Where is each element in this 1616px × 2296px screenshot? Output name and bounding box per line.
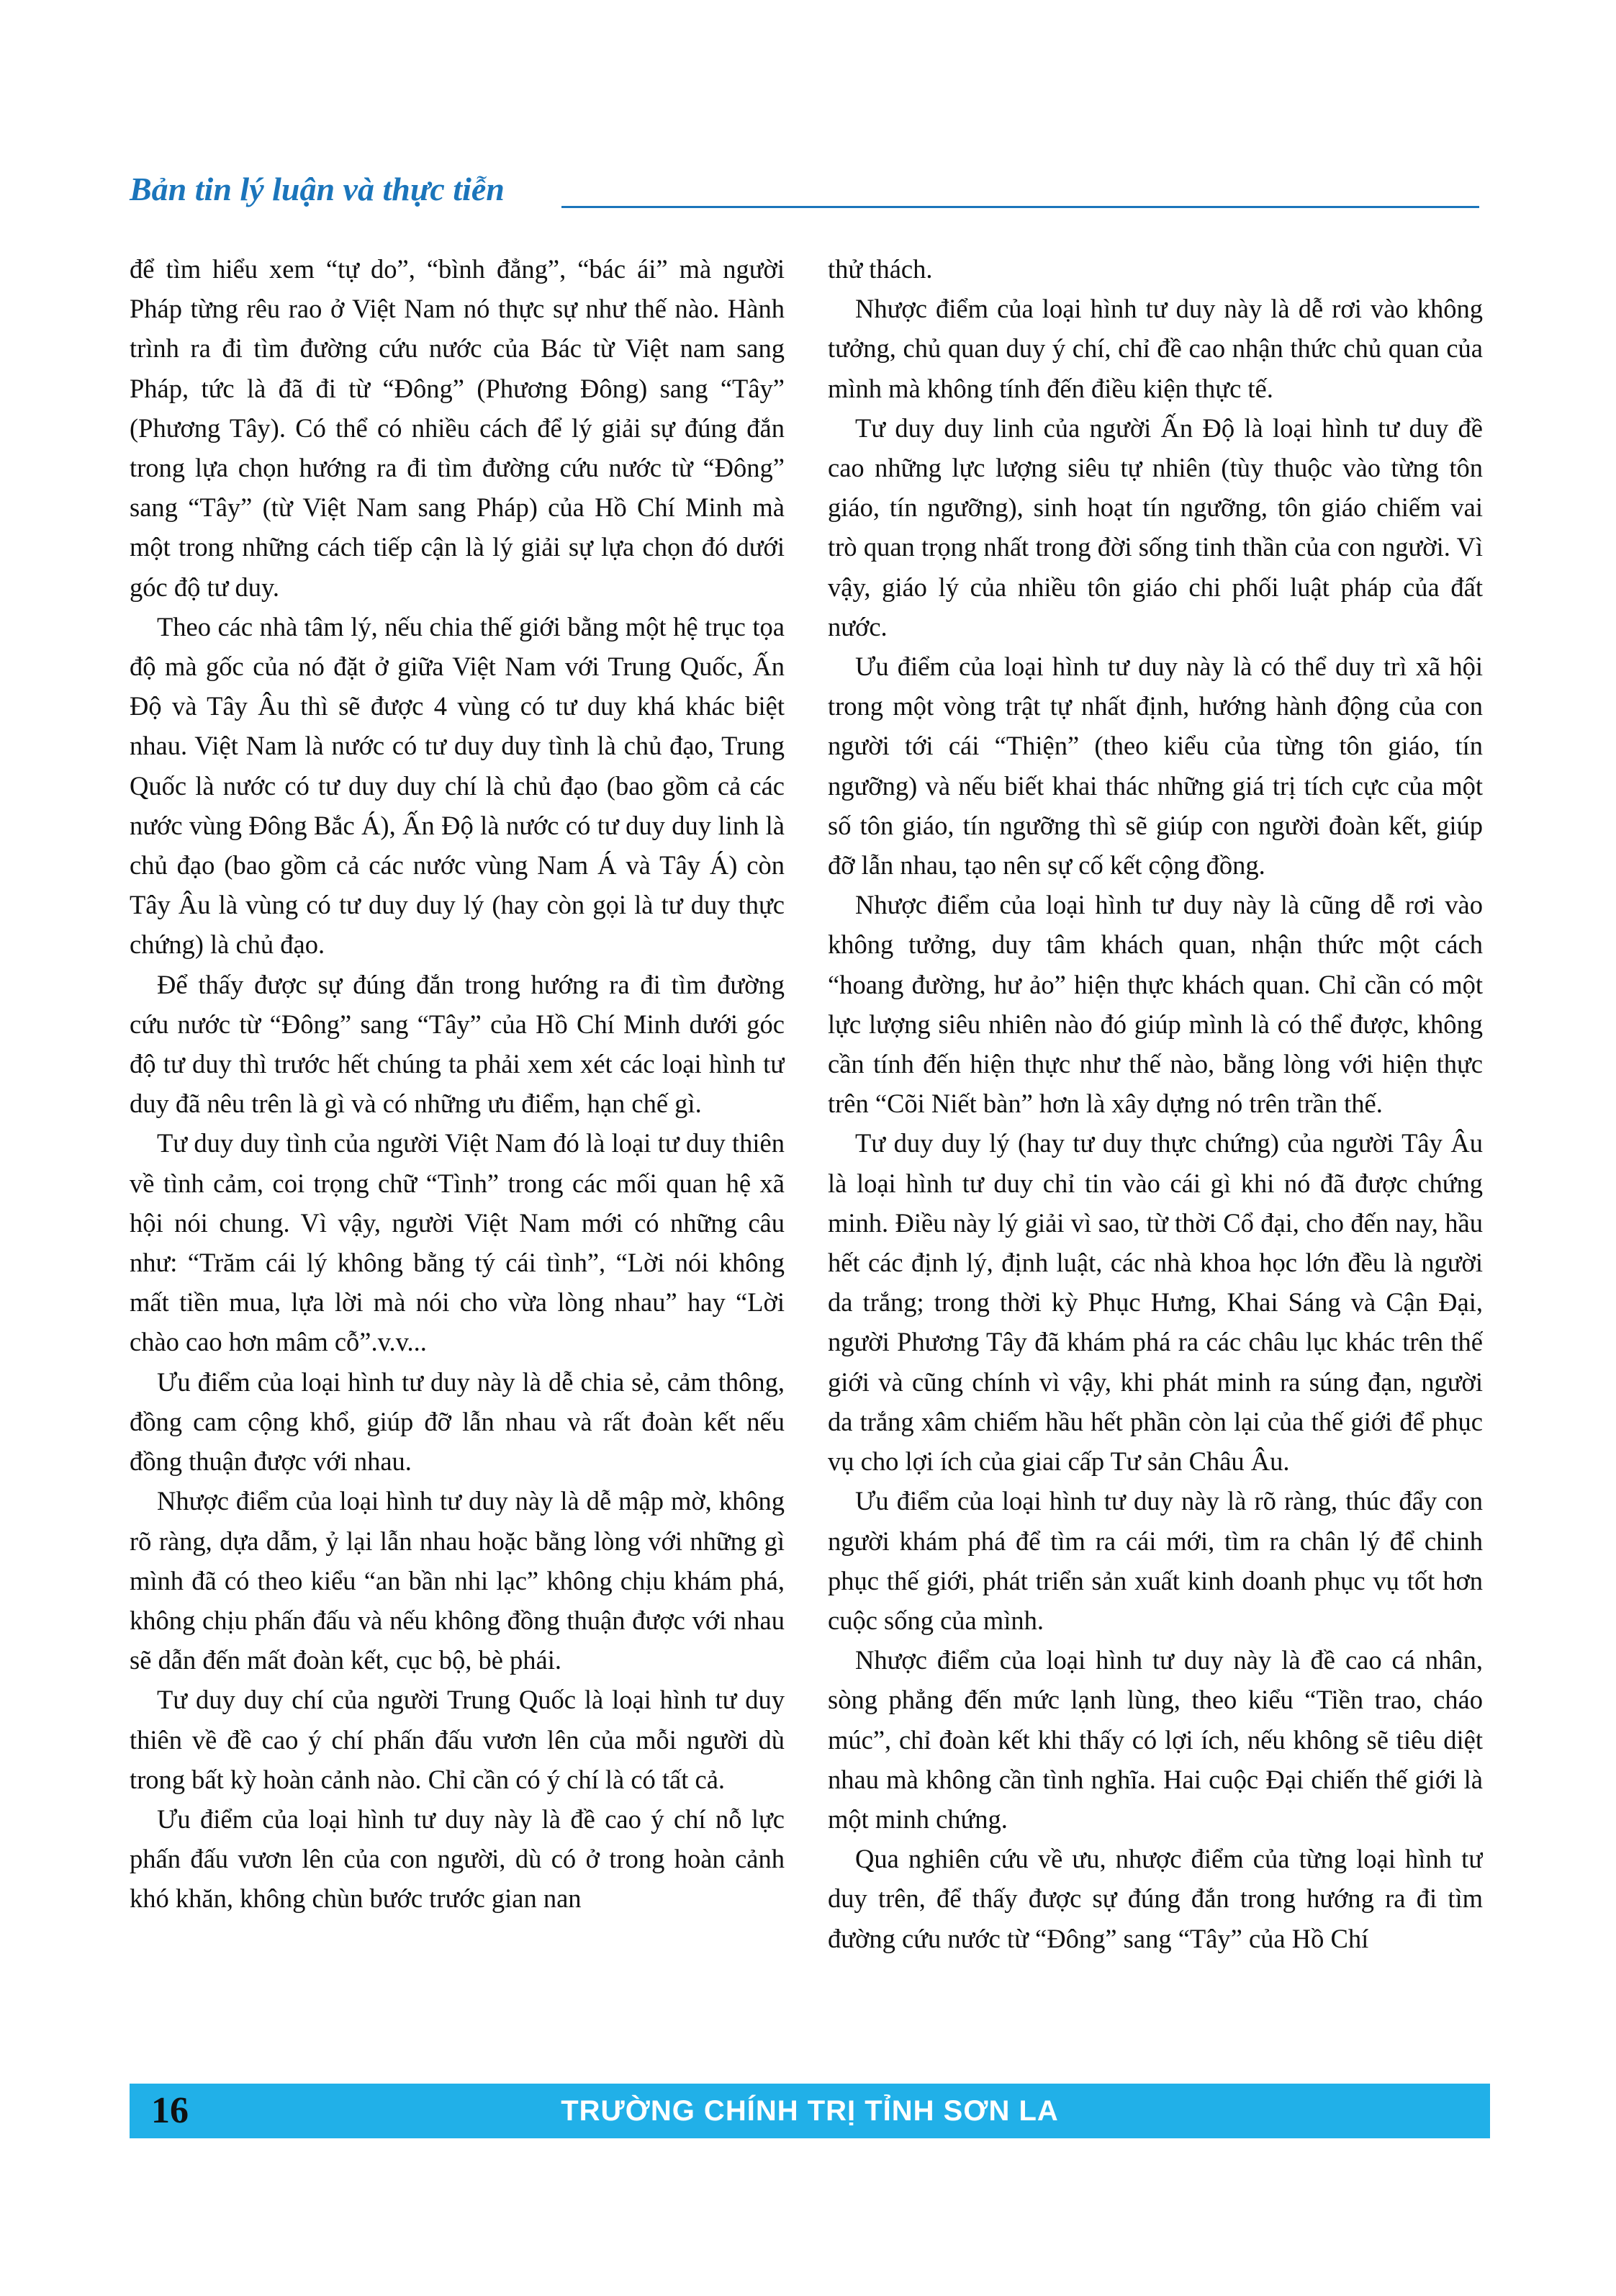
publication-title: Bản tin lý luận và thực tiễn — [130, 171, 505, 207]
paragraph: Để thấy được sự đúng đắn trong hướng ra đi tìm đường cứu nước từ “Đông” sang “Tây” của Hồ Chí Minh dưới góc độ tư duy thì trước hết chúng ta phải xem xét các loại hình tư duy đã nêu trên là gì và có những ưu điểm, hạn chế gì. — [130, 969, 785, 1119]
paragraph: Tư duy duy chí của người Trung Quốc là loại hình tư duy thiên về đề cao ý chí phấn đấu vươn lên của mỗi người dù trong bất kỳ hoàn cảnh nào. Chỉ cần có ý chí là có tất cả. — [130, 1685, 785, 1794]
paragraph: thử thách. — [828, 254, 933, 284]
paragraph: để tìm hiểu xem “tự do”, “bình đẳng”, “bác ái” mà người Pháp từng rêu rao ở Việt Nam nó thực sự như thế nào. Hành trình ra đi tìm đường cứu nước của Bác từ Việt nam sang Pháp, tức là đã đi từ “Đông” (Phương Đông) sang “Tây” (Phương Tây). Có thể có nhiều cách để lý giải sự đúng đắn trong lựa chọn hướng ra đi tìm đường cứu nước từ “Đông” sang “Tây” (từ Việt Nam sang Pháp) của Hồ Chí Minh mà một trong những cách tiếp cận là lý giải sự lựa chọn đó dưới góc độ tư duy. — [130, 254, 785, 602]
paragraph: Tư duy duy lý (hay tư duy thực chứng) của người Tây Âu là loại hình tư duy chỉ tin vào cái gì khi nó đã được chứng minh. Điều này lý giải vì sao, từ thời Cổ đại, cho đến nay, hầu hết các định lý, định luật, các nhà khoa học lớn đều là người da trắng; trong thời kỳ Phục Hưng, Khai Sáng và Cận Đại, người Phương Tây đã khám phá ra các châu lục khác trên thế giới và cũng chính vì vậy, khi phát minh ra súng đạn, người da trắng xâm chiếm hầu hết phần còn lại của thế giới để phục vụ cho lợi ích của giai cấp Tư sản Châu Âu. — [828, 1128, 1483, 1477]
paragraph: Ưu điểm của loại hình tư duy này là đề cao ý chí nỗ lực phấn đấu vươn lên của con người, dù có ở trong hoàn cảnh khó khăn, không chùn bước trước gian nan — [130, 1804, 785, 1914]
header-rule — [561, 206, 1479, 208]
paragraph: Tư duy duy tình của người Việt Nam đó là loại tư duy thiên về tình cảm, coi trọng chữ “Tình” trong các mối quan hệ xã hội nói chung. Vì vậy, người Việt Nam mới có những câu như: “Trăm cái lý không bằng tý cái tình”, “Lời nói không mất tiền mua, lựa lời mà nói cho vừa lòng nhau” hay “Lời chào cao hơn mâm cỗ”.v.v... — [130, 1128, 785, 1357]
paragraph: Nhược điểm của loại hình tư duy này là dễ rơi vào không tưởng, chủ quan duy ý chí, chỉ đề cao nhận thức chủ quan của mình mà không tính đến điều kiện thực tế. — [828, 294, 1483, 403]
left-column — [130, 249, 785, 2035]
paragraph: Nhược điểm của loại hình tư duy này là đề cao cá nhân, sòng phẳng đến mức lạnh lùng, theo kiểu “Tiền trao, cháo múc”, chỉ đoàn kết khi thấy có lợi ích, nếu không sẽ tiêu diệt nhau mà không cần tình nghĩa. Hai cuộc Đại chiến thế giới là một minh chứng. — [828, 1645, 1483, 1834]
paragraph: Ưu điểm của loại hình tư duy này là có thể duy trì xã hội trong một vòng trật tự nhất định, hướng hành động của con người tới cái “Thiện” (theo kiểu của từng tôn giáo, tín ngưỡng) và nếu biết khai thác những giá trị tích cực của một số tôn giáo, tín ngưỡng thì sẽ giúp con người đoàn kết, giúp đỡ lẫn nhau, tạo nên sự cố kết cộng đồng. — [828, 652, 1483, 881]
page-number: 16 — [151, 2090, 189, 2131]
page-header — [130, 170, 1490, 220]
paragraph: Tư duy duy linh của người Ấn Độ là loại hình tư duy đề cao những lực lượng siêu tự nhiên (tùy thuộc vào từng tôn giáo, tín ngưỡng), sinh hoạt tín ngưỡng, tôn giáo chiếm vai trò quan trọng nhất trong đời sống tinh thần của con người. Vì vậy, giáo lý của nhiều tôn giáo chi phối luật pháp của đất nước. — [828, 413, 1483, 641]
paragraph: Ưu điểm của loại hình tư duy này là dễ chia sẻ, cảm thông, đồng cam cộng khổ, giúp đỡ lẫn nhau và rất đoàn kết nếu đồng thuận được với nhau. — [130, 1367, 785, 1477]
footer-institution: TRƯỜNG CHÍNH TRỊ TỈNH SƠN LA — [561, 2095, 1059, 2127]
paragraph: Ưu điểm của loại hình tư duy này là rõ ràng, thúc đẩy con người khám phá để tìm ra cái mới, tìm ra chân lý để chinh phục thế giới, phát triển sản xuất kinh doanh phục vụ tốt hơn cuộc sống của mình. — [828, 1486, 1483, 1635]
paragraph: Qua nghiên cứu về ưu, nhược điểm của từng loại hình tư duy trên, để thấy được sự đúng đắn trong hướng ra đi tìm đường cứu nước từ “Đông” sang “Tây” của Hồ Chí — [828, 1844, 1483, 1953]
page-footer — [130, 2084, 1490, 2138]
paragraph: Nhược điểm của loại hình tư duy này là dễ mập mờ, không rõ ràng, dựa dẫm, ỷ lại lẫn nhau hoặc bằng lòng với những gì mình đã có theo kiểu “an bần nhi lạc” không chịu khám phá, không chịu phấn đấu và nếu không đồng thuận được với nhau sẽ dẫn đến mất đoàn kết, cục bộ, bè phái. — [130, 1486, 785, 1675]
paragraph: Theo các nhà tâm lý, nếu chia thế giới bằng một hệ trục tọa độ mà gốc của nó đặt ở giữa Việt Nam với Trung Quốc, Ấn Độ và Tây Âu thì sẽ được 4 vùng có tư duy khá khác biệt nhau. Việt Nam là nước có tư duy duy tình là chủ đạo, Trung Quốc là nước có tư duy duy chí là chủ đạo (bao gồm cả các nước vùng Đông Bắc Á), Ấn Độ là nước có tư duy duy linh là chủ đạo (bao gồm cả các nước vùng Nam Á và Tây Á) còn Tây Âu là vùng có tư duy duy lý (hay còn gọi là tư duy thực chứng) là chủ đạo. — [130, 611, 785, 960]
paragraph: Nhược điểm của loại hình tư duy này là cũng dễ rơi vào không tưởng, duy tâm khách quan, nhận thức một cách “hoang đường, hư ảo” hiện thực khách quan. Chỉ cần có một lực lượng siêu nhiên nào đó giúp mình là có thể được, không cần tính đến hiện thực như thế nào, bằng lòng với hiện thực trên “Cõi Niết bàn” hơn là xây dựng nó trên trần thế. — [828, 890, 1483, 1119]
right-column — [828, 249, 1483, 2035]
